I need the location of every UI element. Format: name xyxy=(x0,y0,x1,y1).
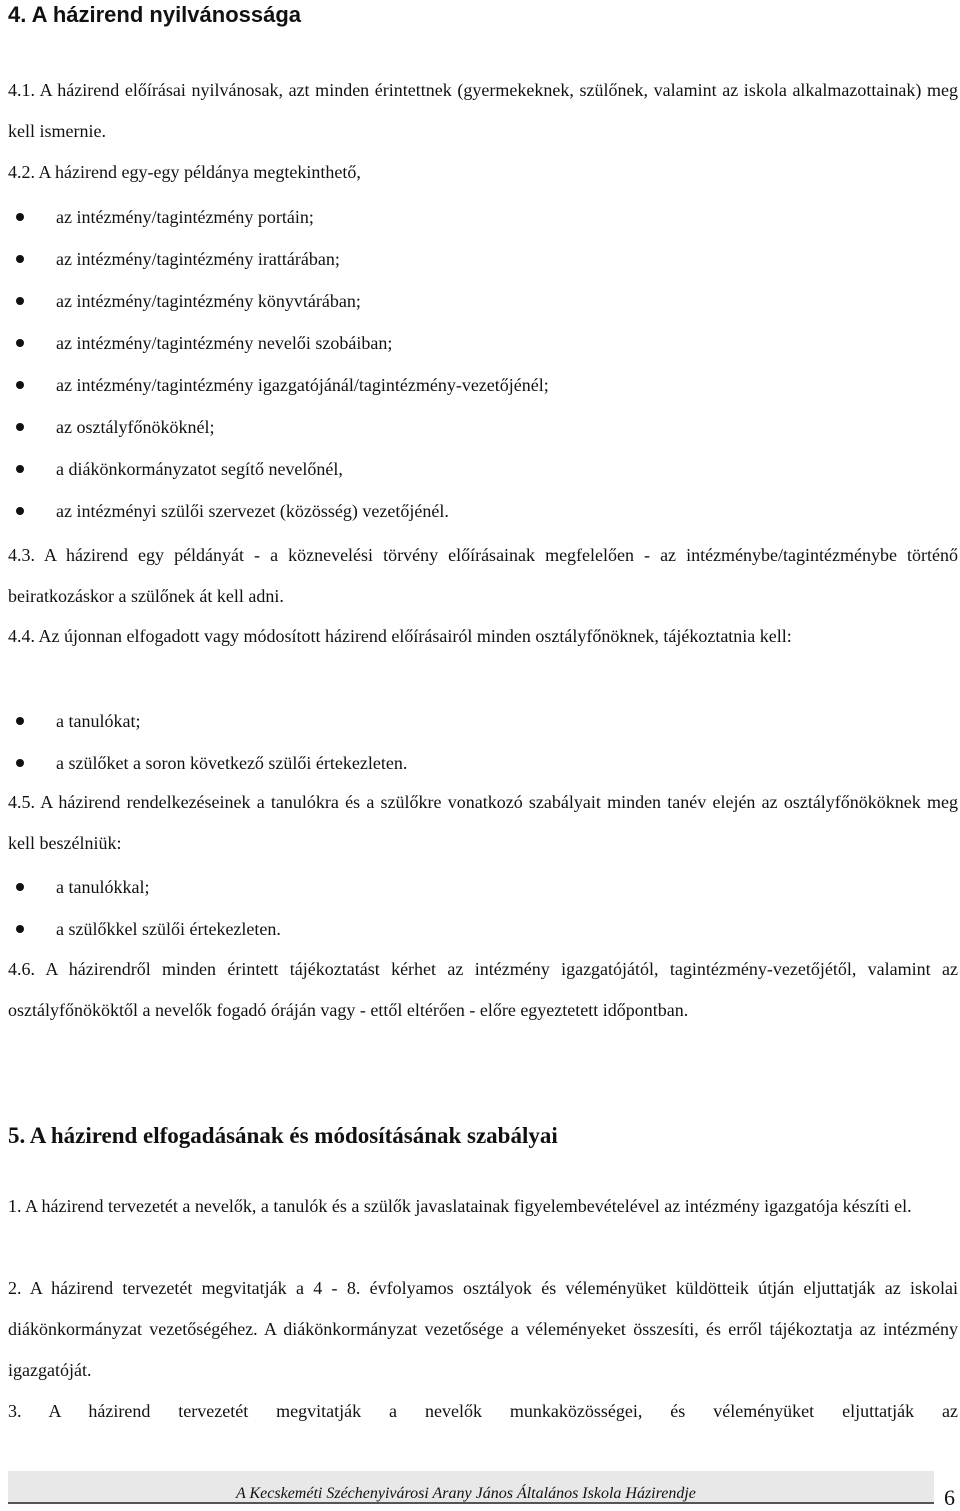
page-footer xyxy=(8,1471,958,1510)
paragraph-4-6: 4.6. A házirendről minden érintett tájékoztatást kérhet az intézmény igazgatójától, tagintézmény-vezetőjétől, valamint az osztályfőnököktől a nevelők fogadó óráján vagy - ettől eltérően - előre egyeztetett időpontban. xyxy=(8,959,958,1020)
list-item: a szülőkkel szülői értekezleten. xyxy=(16,908,281,950)
list-4-5 xyxy=(16,866,281,950)
bullet-icon xyxy=(16,925,24,933)
page-number: 6 xyxy=(944,1485,955,1510)
paragraph-4-4: 4.4. Az újonnan elfogadott vagy módosított házirend előírásairól minden osztályfőnöknek, tájékoztatnia kell: xyxy=(8,626,792,646)
bullet-icon xyxy=(16,883,24,891)
paragraph-4-1: 4.1. A házirend előírásai nyilvánosak, azt minden érintettnek (gyermekeknek, szülőnek, valamint az iskola alkalmazottainak) meg kell ismernie. xyxy=(8,80,958,141)
list-item: a tanulókkal; xyxy=(16,866,281,908)
list-item: a szülőket a soron következő szülői értekezleten. xyxy=(16,742,407,784)
paragraph-4-2-intro: 4.2. A házirend egy-egy példánya megtekinthető, xyxy=(8,162,361,182)
bullet-icon xyxy=(16,255,24,263)
bullet-icon xyxy=(16,507,24,515)
paragraph-5-2: 2. A házirend tervezetét megvitatják a 4 - 8. évfolyamos osztályok és véleményüket küldötteik útján eljuttatják az iskolai diákönkormányzat vezetőségéhez. A diákönkormányzat vezetősége a véleményeket összesíti, és erről tájékoztatja az intézmény igazgatóját. xyxy=(8,1278,958,1380)
list-item: az intézmény/tagintézmény könyvtárában; xyxy=(16,280,549,322)
paragraph-5-3: 3. A házirend tervezetét megvitatják a nevelők munkaközösségei, és véleményüket eljuttatják az xyxy=(8,1401,958,1421)
bullet-icon xyxy=(16,759,24,767)
bullet-icon xyxy=(16,297,24,305)
paragraph-4-3: 4.3. A házirend egy példányát - a köznevelési törvény előírásainak megfelelően - az intézménybe/tagintézménybe történő beiratkozáskor a szülőnek át kell adni. xyxy=(8,545,958,606)
paragraph-5-1: 1. A házirend tervezetét a nevelők, a tanulók és a szülők javaslatainak figyelembevételével az intézmény igazgatója készíti el. xyxy=(8,1196,912,1216)
paragraph-4-5: 4.5. A házirend rendelkezéseinek a tanulókra és a szülőkre vonatkozó szabályait minden tanév elején az osztályfőnököknek meg kell beszélniük: xyxy=(8,792,958,853)
list-item: az intézmény/tagintézmény portáin; xyxy=(16,196,549,238)
section-4-heading: 4. A házirend nyilvánossága xyxy=(8,2,302,27)
footer-title: A Kecskeméti Széchenyivárosi Arany János Általános Iskola Házirendje xyxy=(236,1485,696,1502)
bullet-icon xyxy=(16,465,24,473)
list-4-2 xyxy=(16,196,549,532)
list-item: az intézményi szülői szervezet (közösség) vezetőjénél. xyxy=(16,490,549,532)
list-item: az intézmény/tagintézmény irattárában; xyxy=(16,238,549,280)
section-5-heading: 5. A házirend elfogadásának és módosításának szabályai xyxy=(8,1123,558,1148)
bullet-icon xyxy=(16,423,24,431)
bullet-icon xyxy=(16,717,24,725)
list-item: az intézmény/tagintézmény nevelői szobáiban; xyxy=(16,322,549,364)
bullet-icon xyxy=(16,381,24,389)
bullet-icon xyxy=(16,339,24,347)
list-item: az osztályfőnököknél; xyxy=(16,406,549,448)
list-item: az intézmény/tagintézmény igazgatójánál/tagintézmény-vezetőjénél; xyxy=(16,364,549,406)
bullet-icon xyxy=(16,213,24,221)
list-item: a tanulókat; xyxy=(16,700,407,742)
list-4-4 xyxy=(16,700,407,784)
list-item: a diákönkormányzatot segítő nevelőnél, xyxy=(16,448,549,490)
